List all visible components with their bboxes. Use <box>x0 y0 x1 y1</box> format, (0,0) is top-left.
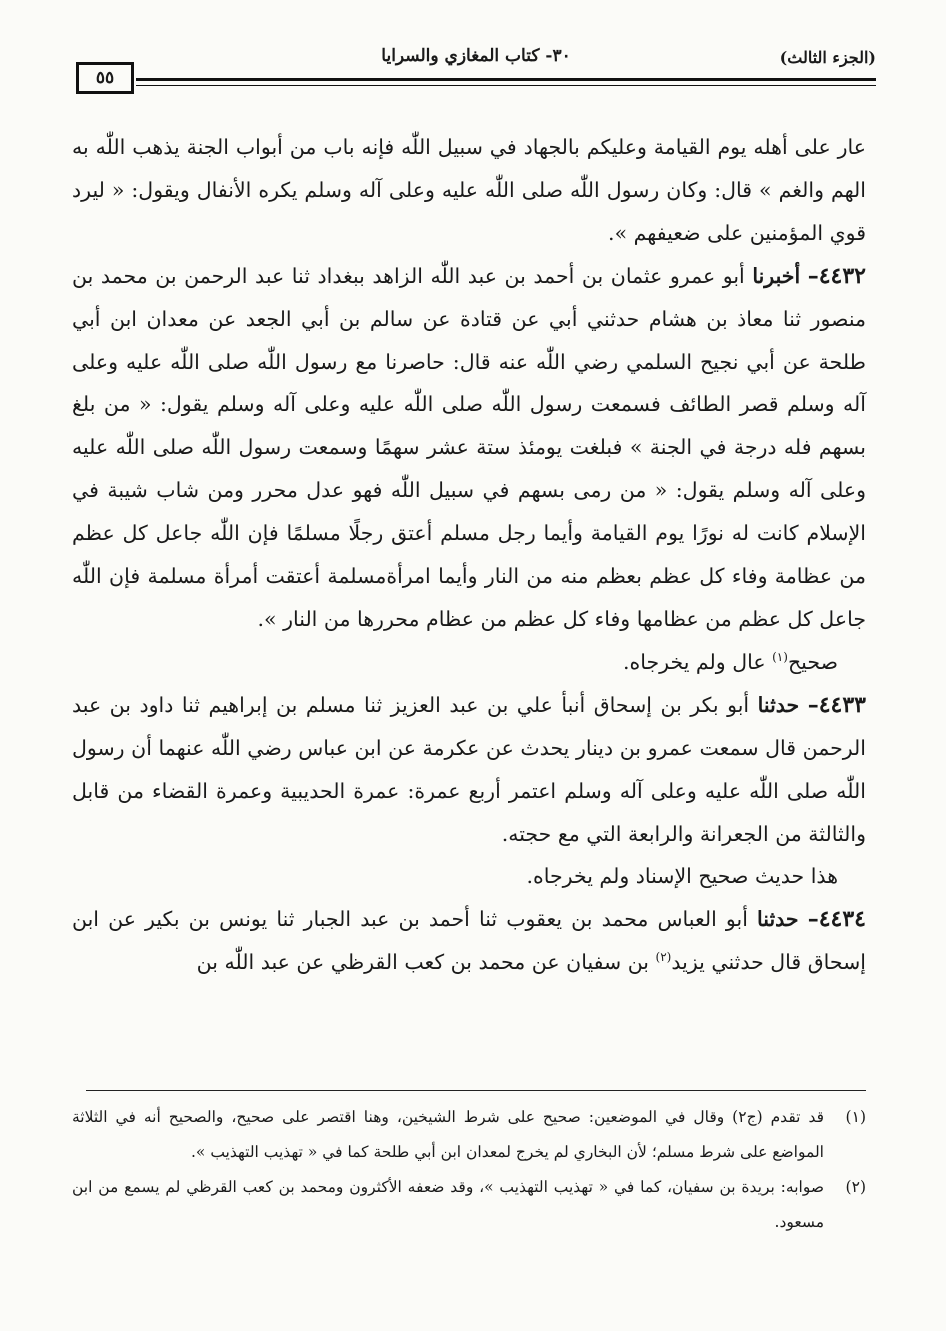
page-number: ٥٥ <box>95 68 115 88</box>
hadith-text-cont: بن سفيان عن محمد بن كعب القرظي عن عبد اللّٰه بن <box>196 950 656 975</box>
hadith-number: ٤٤٣٤– <box>807 906 866 933</box>
volume-label: (الجزء الثالث) <box>779 48 876 67</box>
footnote-number: (٢) <box>845 1178 866 1196</box>
footnote-divider <box>86 1090 866 1091</box>
header-rule-thick <box>136 78 876 81</box>
footnote-text: صوابه: بريدة بن سفيان، كما في « تهذيب التهذيب »، وقد ضعفه الأكثرون ومحمد بن كعب القرظي لم يسمع من ابن مسعود. <box>72 1178 824 1231</box>
hadith-4434 <box>72 898 866 984</box>
page-header <box>76 40 876 98</box>
chapter-title: ٣٠- كتاب المغازي والسرايا <box>381 46 571 66</box>
hadith-4433-grade: هذا حديث صحيح الإسناد ولم يخرجاه. <box>526 864 838 889</box>
grade-word: صحيح <box>787 649 838 674</box>
main-text <box>72 126 866 984</box>
footnote-marker-1[interactable]: (١) <box>772 650 788 665</box>
hadith-4432-grade <box>72 641 866 684</box>
footnotes <box>72 1100 866 1240</box>
hadith-lead-word: حدثنا <box>757 692 800 717</box>
footnote-text: قد تقدم (ج٢) وقال في الموضعين: صحيح على شرط الشيخين، وهنا اقتصر على صحيح، والصحيح أنه في الثلاثة المواضع على شرط مسلم؛ لأن البخاري لم يخرج لمعدان ابن أبي طلحة كما في « تهذيب التهذيب ». <box>72 1108 824 1161</box>
grade-text: عال ولم يخرجاه. <box>622 649 773 674</box>
hadith-text: أبو بكر بن إسحاق أنبأ علي بن عبد العزيز ثنا مسلم بن إبراهيم ثنا داود بن عبد الرحمن قال سمعت عمرو بن دينار يحدث عن عكرمة عن ابن عباس رضي اللّٰه عنهما أن رسول اللّٰه صلى اللّٰه عليه وعلى آله وسلم اعتمر أربع عمرة: عمرة الحديبية وعمرة القضاء من قابل والثالثة من الجعرانة والرابعة التي مع حجته. <box>72 692 866 846</box>
footnote-2 <box>72 1170 866 1240</box>
hadith-4433 <box>72 684 866 856</box>
hadith-number: ٤٤٣٢– <box>807 262 866 289</box>
hadith-text: أبو عمرو عثمان بن أحمد بن عبد اللّٰه الزاهد ببغداد ثنا عبد الرحمن بن محمد بن منصور ثنا معاذ بن هشام حدثني أبي عن قتادة عن سالم بن أبي الجعد عن معدان ابن أبي طلحة عن أبي نجيح السلمي رضي اللّٰه عنه قال: حاصرنا مع رسول اللّٰه صلى اللّٰه عليه وعلى آله وسلم قصر الطائف فسمعت رسول اللّٰه صلى اللّٰه عليه وعلى آله وسلم يقول: « من بلغ بسهم فله درجة في الجنة » فبلغت يومئذ ستة عشر سهمًا وسمعت رسول اللّٰه صلى اللّٰه عليه وعلى آله وسلم يقول: « من رمى بسهم في سبيل اللّٰه فهو عدل محرر ومن شاب شيبة في الإسلام كانت له نورًا يوم القيامة وأيما رجل مسلم أعتق رجلًا مسلمًا فإن اللّٰه جاعل كل عظم من عظامة وفاء كل عظم بعظم منه من النار وأيما امرأةمسلمة أعتقت أمرأة مسلمة فإن اللّٰه جاعل كل عظم من عظامها وفاء كل عظم من عظام محررها من النار ». <box>72 263 866 631</box>
footnote-marker-2[interactable]: (٢) <box>655 950 672 965</box>
hadith-lead-word: حدثنا <box>757 907 799 932</box>
hadith-number: ٤٤٣٣– <box>807 691 866 718</box>
paragraph-continuation: عار على أهله يوم القيامة وعليكم بالجهاد في سبيل اللّٰه فإنه باب من أبواب الجنة يذهب اللّٰه به الهم والغم » قال: وكان رسول اللّٰه صلى اللّٰه عليه وعلى آله وسلم يكره الأنفال ويقول: « ليرد قوي المؤمنين على ضعيفهم ». <box>72 135 866 245</box>
footnote-number: (١) <box>845 1108 866 1126</box>
hadith-4432 <box>72 255 866 641</box>
hadith-text: أبو العباس محمد بن يعقوب ثنا أحمد بن عبد الجبار ثنا يونس بن بكير عن ابن إسحاق قال حدثني يزيد <box>72 907 866 975</box>
footnote-1 <box>72 1100 866 1170</box>
page-number-box <box>76 62 134 94</box>
hadith-lead-word: أخبرنا <box>752 263 801 288</box>
header-rule-thin <box>136 85 876 86</box>
